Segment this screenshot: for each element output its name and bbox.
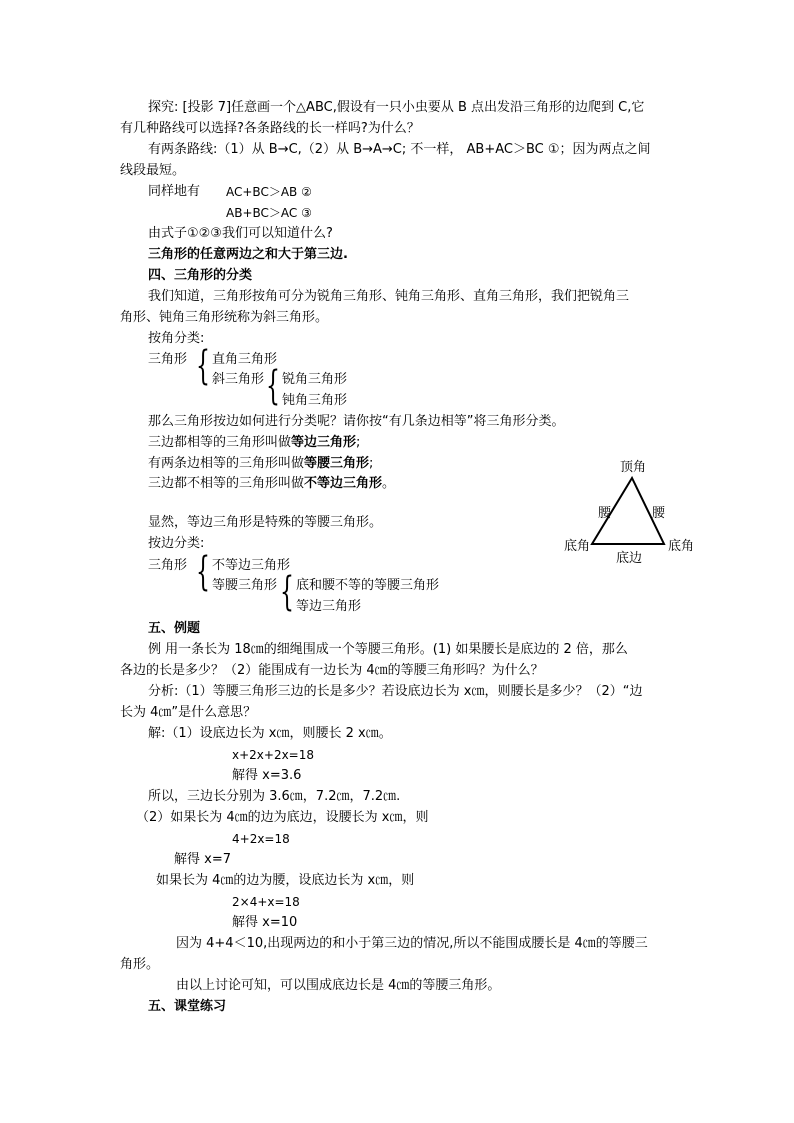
- angle-right-triangle: 直角三角形: [212, 352, 278, 367]
- analysis-line-1: 分析:（1）等腰三角形三边的长是多少？若设底边长为 x㎝，则腰长是多少？（2）“边: [148, 684, 643, 699]
- example-line-2: 各边的长是多少？（2）能围成有一边长为 4㎝的等腰三角形吗？为什么？: [120, 663, 544, 678]
- inquiry-line-4: 线段最短。: [120, 163, 186, 178]
- because-line-1: 因为 4+4＜10,出现两边的和小于第三边的情况,所以不能围成腰长是 4㎝的等腰三: [176, 936, 648, 951]
- solution-part-3: 如果长为 4㎝的边为腰，设底边长为 x㎝，则: [156, 873, 415, 888]
- result-1: 解得 x=3.6: [232, 768, 302, 783]
- because-line-2: 角形。: [120, 957, 160, 972]
- equation-3: 2×4+x=18: [232, 895, 300, 909]
- sides-answer: 所以，三边长分别为 3.6㎝，7.2㎝，7.2㎝.: [148, 789, 401, 804]
- angle-tree-root: 三角形: [148, 352, 188, 367]
- side-classification-question: 那么三角形按边如何进行分类呢？请你按“有几条边相等”将三角形分类。: [148, 414, 565, 429]
- side-scalene-triangle: 不等边三角形: [212, 558, 291, 573]
- final-conclusion: 由以上讨论可知，可以围成底边长是 4㎝的等腰三角形。: [176, 978, 501, 993]
- obviously-line: 显然，等边三角形是特殊的等腰三角形。: [148, 515, 383, 530]
- inequality-3: AB+BC＞AC ③: [226, 206, 312, 220]
- right-base-angle-label: 底角: [668, 539, 695, 554]
- solution-part-1: 解:（1）设底边长为 x㎝，则腰长 2 x㎝。: [148, 726, 392, 741]
- side-classification-label: 按边分类:: [148, 536, 205, 551]
- inquiry-line-2: 有几种路线可以选择?各条路线的长一样吗?为什么？: [120, 121, 420, 136]
- side-isosceles-triangle: 等腰三角形: [212, 578, 278, 593]
- side-tree-root: 三角形: [148, 558, 188, 573]
- section-5-heading: 五、例题: [148, 621, 201, 636]
- inquiry-line-5-label: 同样地有: [148, 184, 201, 199]
- side-brace-2: {: [280, 569, 294, 615]
- result-2: 解得 x=7: [174, 852, 231, 867]
- analysis-line-2: 长为 4㎝”是什么意思？: [120, 705, 257, 720]
- inquiry-line-3: 有两条路线:（1）从 B→C,（2）从 B→A→C; 不一样， AB+AC＞BC ①；因为两点之间: [148, 142, 651, 157]
- left-leg-label: 腰: [598, 506, 612, 521]
- section-4-para-line-1: 我们知道，三角形按角可分为锐角三角形、钝角三角形、直角三角形，我们把锐角三: [148, 289, 630, 304]
- angle-obtuse-triangle: 钝角三角形: [282, 393, 348, 408]
- inequality-2: AC+BC＞AB ②: [226, 185, 312, 199]
- apex-angle-label: 顶角: [620, 460, 647, 475]
- result-3: 解得 x=10: [232, 915, 298, 930]
- isosceles-triangle-figure: [560, 458, 710, 568]
- solution-part-2: （2）如果长为 4㎝的边为底边，设腰长为 x㎝，则: [136, 810, 429, 825]
- angle-brace-1: {: [196, 343, 210, 389]
- section-4-para-line-2: 角形、钝角三角形统称为斜三角形。: [120, 310, 329, 325]
- definition-scalene: 三边都不相等的三角形叫做不等边三角形。: [148, 476, 396, 491]
- side-brace-1: {: [196, 549, 210, 595]
- angle-brace-2: {: [266, 363, 280, 409]
- angle-acute-triangle: 锐角三角形: [282, 372, 348, 387]
- left-base-angle-label: 底角: [564, 539, 591, 554]
- side-iso-not-equilateral: 底和腰不等的等腰三角形: [296, 578, 440, 593]
- right-leg-label: 腰: [652, 506, 666, 521]
- side-equilateral-triangle: 等边三角形: [296, 599, 362, 614]
- triangle-inequality-conclusion: 三角形的任意两边之和大于第三边.: [148, 247, 348, 262]
- definition-isosceles: 有两条边相等的三角形叫做等腰三角形;: [148, 456, 374, 471]
- example-line-1: 例 用一条长为 18㎝的细绳围成一个等腰三角形。(1) 如果腰长是底边的 2 倍，那么: [148, 642, 628, 657]
- angle-classification-label: 按角分类:: [148, 331, 205, 346]
- definition-equilateral: 三边都相等的三角形叫做等边三角形;: [148, 435, 361, 450]
- section-4-heading: 四、三角形的分类: [148, 268, 253, 283]
- base-label: 底边: [616, 551, 643, 566]
- inquiry-question: 由式子①②③我们可以知道什么?: [148, 226, 333, 241]
- equation-2: 4+2x=18: [232, 832, 290, 846]
- practice-heading: 五、课堂练习: [148, 999, 227, 1014]
- inquiry-line-1: 探究: [投影 7]任意画一个△ABC,假设有一只小虫要从 B 点出发沿三角形的边爬到 C,它: [148, 100, 645, 115]
- angle-oblique-triangle: 斜三角形: [212, 372, 265, 387]
- equation-1: x+2x+2x=18: [232, 748, 315, 762]
